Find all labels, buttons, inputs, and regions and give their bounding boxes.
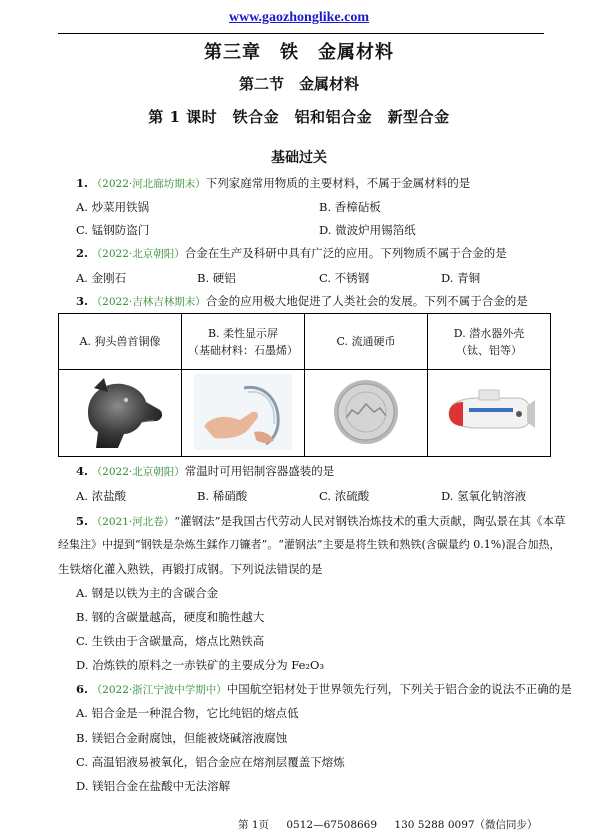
- option-d: D. 青铜: [441, 271, 481, 285]
- question-3-stem: [76, 293, 528, 310]
- table-cell-c: C. 流通硬币: [305, 314, 428, 370]
- part-title: 基础过关: [271, 150, 327, 166]
- options-table: [58, 313, 551, 457]
- option-c: C. 高温铝液易被氧化，铝合金应在熔剂层覆盖下熔炼: [76, 755, 345, 769]
- question-source: （2021·河北卷）: [91, 516, 175, 528]
- option-c: C. 浓硫酸: [319, 489, 370, 503]
- question-1-stem: [76, 175, 470, 192]
- option-b: B. 稀硝酸: [197, 489, 248, 503]
- question-number: 2.: [76, 246, 89, 260]
- question-text: 常温时可用铝制容器盛装的是: [184, 464, 335, 478]
- section-title: 第二节 金属材料: [238, 75, 359, 93]
- option-d: D. 镁铝合金在盐酸中无法溶解: [76, 779, 231, 793]
- page-number: 第 1页: [238, 819, 270, 831]
- option-a: A. 浓盐酸: [76, 489, 127, 503]
- question-5-stem: [76, 513, 566, 530]
- question-4-stem: [76, 463, 334, 480]
- question-6-stem: [76, 681, 572, 698]
- footer-phone-2: 130 5288 0097（微信同步）: [394, 819, 538, 831]
- coin-image: [305, 370, 428, 457]
- question-text: 中国航空铝材处于世界领先行列，下列关于铝合金的说法不正确的是: [226, 682, 572, 696]
- option-d: D. 冶炼铁的原料之一赤铁矿的主要成分为 Fe₂O₃: [76, 658, 325, 672]
- question-source: （2022·北京朝阳）: [91, 466, 185, 478]
- option-b: B. 镁铝合金耐腐蚀，但能被烧碱溶液腐蚀: [76, 731, 288, 745]
- question-text: 合金的应用极大地促进了人类社会的发展。下列不属于合金的是: [205, 294, 528, 308]
- option-a: A. 金刚石: [76, 271, 127, 285]
- question-source: （2022·北京朝阳）: [91, 248, 185, 260]
- page-footer: [238, 817, 552, 832]
- table-cell-b: B. 柔性显示屏 （基础材料：石墨烯）: [182, 314, 305, 370]
- question-5-line-3: 生铁熔化灌入熟铁，再锻打成钢。下列说法错误的是: [58, 562, 323, 576]
- question-number: 4.: [76, 464, 89, 478]
- question-5-line-2: 经集注》中提到“钢铁是杂炼生鍒作刀镰者”。“灌钢法”主要是将生铁和熟铁(含碳量约 0.1%)混合加热，: [58, 538, 561, 551]
- question-text: 下列家庭常用物质的主要材料，不属于金属材料的是: [205, 176, 471, 190]
- question-text: 合金在生产及科研中具有广泛的应用。下列物质不属于合金的是: [184, 246, 507, 260]
- option-a: A. 炒菜用铁锅: [76, 200, 150, 214]
- question-text: “灌钢法”是我国古代劳动人民对钢铁冶炼技术的重大贡献，陶弘景在其《本草: [174, 514, 566, 528]
- table-cell-a: A. 狗头兽首铜像: [59, 314, 182, 370]
- chapter-title: 第三章 铁 金属材料: [204, 42, 394, 63]
- question-number: 6.: [76, 682, 89, 696]
- submersible-image: [428, 370, 551, 457]
- option-b: B. 香樟砧板: [319, 200, 381, 214]
- table-cell-d: D. 潜水器外壳 （钛、铝等）: [428, 314, 551, 370]
- question-source: （2022·河北廊坊期末）: [91, 178, 206, 190]
- header-rule: [58, 33, 544, 34]
- option-c: C. 生铁由于含碳量高，熔点比熟铁高: [76, 634, 265, 648]
- lesson-title: 第 1 课时 铁合金 铝和铝合金 新型合金: [148, 108, 450, 126]
- option-c: C. 不锈钢: [319, 271, 370, 285]
- question-2-stem: [76, 245, 507, 262]
- question-source: （2022·浙江宁波中学期中）: [91, 684, 227, 696]
- footer-phone-1: 0512—67508669: [286, 819, 378, 831]
- question-number: 1.: [76, 176, 89, 190]
- option-b: B. 硬铝: [197, 271, 236, 285]
- option-a: A. 钢是以铁为主的含碳合金: [76, 586, 219, 600]
- option-d: D. 氢氧化钠溶液: [441, 489, 527, 503]
- flexible-screen-image: [182, 370, 305, 457]
- site-url[interactable]: www.gaozhonglike.com: [229, 10, 369, 25]
- option-d: D. 微波炉用锡箔纸: [319, 223, 416, 237]
- question-number: 3.: [76, 294, 89, 308]
- question-number: 5.: [76, 514, 89, 528]
- question-source: （2022·吉林吉林期末）: [91, 296, 206, 308]
- option-c: C. 锰钢防盗门: [76, 223, 150, 237]
- option-b: B. 钢的含碳量越高，硬度和脆性越大: [76, 610, 265, 624]
- dog-head-bronze-image: [59, 370, 182, 457]
- option-a: A. 铝合金是一种混合物，它比纯铝的熔点低: [76, 706, 299, 720]
